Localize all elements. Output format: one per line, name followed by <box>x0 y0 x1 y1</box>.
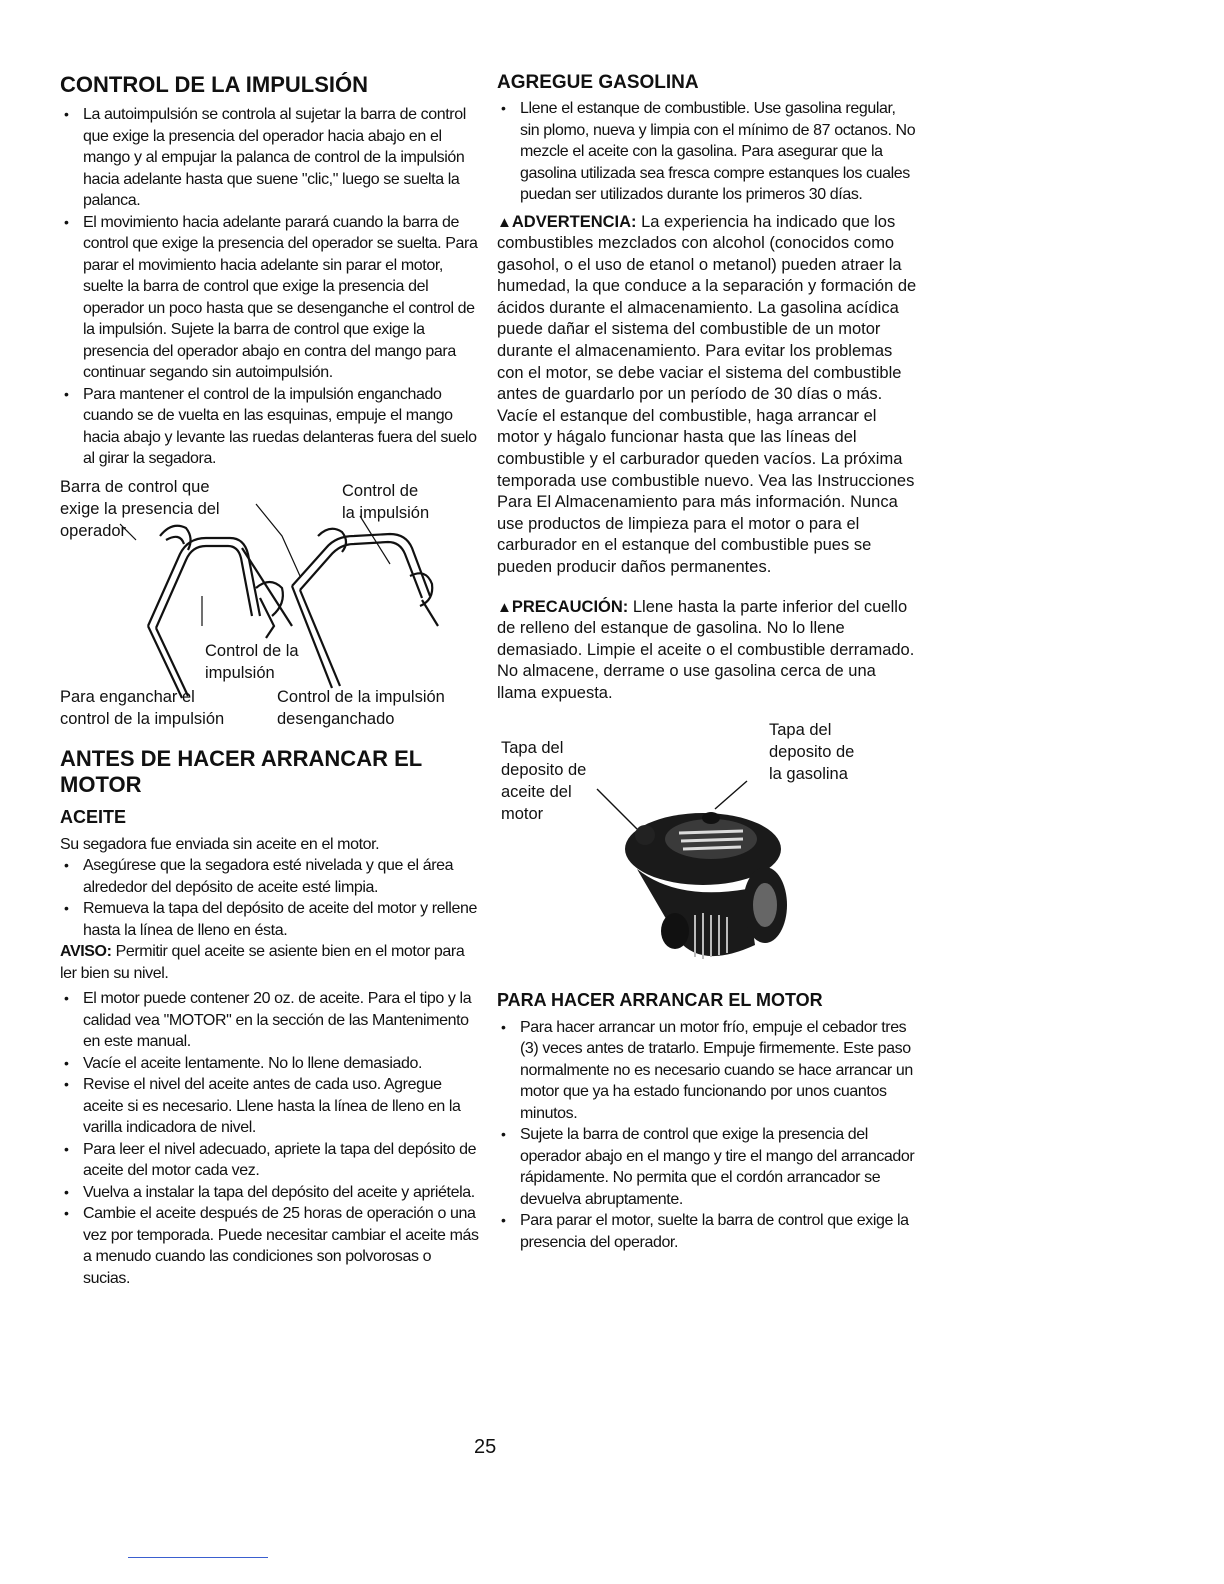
list-item: • Vacíe el aceite lentamente. No lo llene demasiado. <box>60 1053 480 1075</box>
oil-notice <box>60 941 480 984</box>
list-item: • Llene el estanque de combustible. Use gasolina regular, sin plomo, nueva y limpia con el mínimo de 87 octanos. No mezcle el aceite con la gasolina. Para asegurar que la gasolina utilizada sea fresca compre estanques los cuales puedan ser utilizados durante los primeros 30 días. <box>497 98 917 206</box>
label-oil-cap-2: deposito de <box>501 760 587 779</box>
list-item: • El movimiento hacia adelante parará cuando la barra de control que exige la presencia del operador se suelta. Para parar el movimiento hacia adelante sin parar el motor, suelte la barra de control que exige la presencia del operador un poco hasta que se desenganche el control de la impulsión. Sujete la barra de control que exige la presencia del operador abajo en contra del mango para continuar segando sin autoimpulsión. <box>60 212 480 384</box>
handle-bar-left-inner <box>156 546 252 628</box>
list-item: • Asegúrese que la segadora esté nivelada y que el área alrededor del depósito de aceite esté limpia. <box>60 855 480 898</box>
list-item: • Cambie el aceite después de 25 horas de operación o una vez por temporada. Puede necesitar cambiar el aceite más a menudo cuando las condiciones son polvorosas o sucias. <box>60 1203 480 1289</box>
caution-text: Llene hasta la parte inferior del cuello de relleno del estanque de gasolina. No lo llene demasiado. Limpie el aceite o el combustible derramado. No almacene, derrame o use gasolina cerca de una llama expuesta. <box>497 597 915 702</box>
label-oil-cap-4: motor <box>501 804 544 823</box>
engine-caps-figure <box>497 719 917 979</box>
caption-disengaged-2: desenganchado <box>277 709 395 728</box>
right-column <box>497 72 917 1253</box>
caution-label: PRECAUCIÓN: <box>511 597 629 616</box>
subsection-title-oil: ACEITE <box>60 806 127 827</box>
label-gas-cap-1: Tapa del <box>769 720 832 739</box>
warning-triangle-icon: ▲ <box>497 213 512 231</box>
label-gas-cap-3: la gasolina <box>769 764 848 783</box>
list-item: • Para mantener el control de la impulsión enganchado cuando se de vuelta en las esquinas, empuje el mango hacia abajo y levante las ruedas delanteras fuera del suelo al girar la segadora. <box>60 384 480 470</box>
section-title-start-engine: PARA HACER ARRANCAR EL MOTOR <box>497 989 823 1010</box>
oil-list-b <box>60 988 480 1289</box>
label-operator-bar-1: Barra de control que <box>60 477 210 496</box>
oil-intro: Su segadora fue enviada sin aceite en el motor. <box>60 835 380 853</box>
label-operator-bar-2: exige la presencia del <box>60 499 220 518</box>
list-item: • Para parar el motor, suelte la barra de control que exige la presencia del operador. <box>497 1210 917 1253</box>
drive-control-figure <box>60 476 480 726</box>
label-gas-cap-2: deposito de <box>769 742 855 761</box>
start-list <box>497 1017 917 1254</box>
list-item: • Remueva la tapa del depósito de aceite del motor y rellene hasta la línea de lleno en ésta. <box>60 898 480 941</box>
caution-paragraph <box>497 597 917 705</box>
label-center-drive-2: impulsión <box>205 663 275 682</box>
page-number: 25 <box>474 1436 497 1458</box>
section-title-drive-control: CONTROL DE LA IMPULSIÓN <box>60 72 368 97</box>
label-center-drive-1: Control de la <box>205 641 299 660</box>
section-title-add-gas: AGREGUE GASOLINA <box>497 72 699 93</box>
notice-label: AVISO: <box>60 943 112 960</box>
caution-triangle-icon: ▲ <box>497 598 512 616</box>
list-item: • El motor puede contener 20 oz. de aceite. Para el tipo y la calidad vea "MOTOR" en la sección de las Mantenimento en este manual. <box>60 988 480 1053</box>
list-item: • La autoimpulsión se controla al sujetar la barra de control que exige la presencia del operador hacia abajo en el mango y al empujar la palanca de control de la impulsión hacia adelante hasta que suene "clic," luego se suelta la palanca. <box>60 104 480 212</box>
list-item: • Revise el nivel del aceite antes de cada uso. Agregue aceite si es necesario. Llene hasta la línea de lleno en la varilla indicadora de nivel. <box>60 1074 480 1139</box>
notice-text: Permitir quel aceite se asiente bien en el motor para ler bien su nivel. <box>60 943 465 982</box>
label-oil-cap-1: Tapa del <box>501 738 564 757</box>
caption-engage-2: control de la impulsión <box>60 709 225 728</box>
warning-paragraph <box>497 212 917 579</box>
warning-label: ADVERTENCIA: <box>511 212 637 231</box>
warning-text: La experiencia ha indicado que los combustibles mezclados con alcohol (conocidos como gasohol, o el uso de etanol o metanol) pueden atraer la humedad, la que conduce a la separación y formación de ácidos durante el almacenamiento. La gasolina acídica puede dañar el sistema del combustible de un motor durante el almacenamiento. Para evitar los problemas con el motor, se debe vaciar el sistema del combustible antes de guardarlo por un período de 30 días o más. Vacíe el estanque del combustible, haga arrancar el motor y hágalo funcionar hasta que las líneas del combustible y el carburador queden vacíos. La próxima temporada use combustible nuevo. Vea las Instrucciones Para El Almacenamiento para más información. Nunca use productos de limpieza para el motor o para el carburador en el estanque del combustible pues se pueden producir daños permanentes. <box>497 212 917 576</box>
footer-rule <box>128 1557 268 1558</box>
warning-block <box>497 212 917 579</box>
list-item: • Vuelva a instalar la tapa del depósito del aceite y apriétela. <box>60 1182 480 1204</box>
drive-control-list <box>60 104 480 470</box>
label-drive-control-1: Control de <box>342 481 419 500</box>
list-item: • Sujete la barra de control que exige la presencia del operador abajo en el mango y tire el mango del arrancador rápidamente. No permita que el cordón arrancador se devuelva abruptamente. <box>497 1124 917 1210</box>
list-item: • Para leer el nivel adecuado, apriete la tapa del depósito de aceite del motor cada vez. <box>60 1139 480 1182</box>
left-column <box>60 72 480 1289</box>
section-title-before-start: ANTES DE HACER ARRANCAR EL MOTOR <box>60 745 422 797</box>
oil-list-a <box>60 855 480 941</box>
gas-list <box>497 98 917 206</box>
label-oil-cap-3: aceite del <box>501 782 572 801</box>
caution-block <box>497 597 917 705</box>
label-operator-bar-3: operador <box>60 521 127 540</box>
list-item: • Para hacer arrancar un motor frío, empuje el cebador tres (3) veces antes de tratarlo. Empuje firmemente. Este paso normalmente no es necesario cuando se hace arrancar un motor que ya ha estado funcionando por unos cuantos minutos. <box>497 1017 917 1125</box>
label-drive-control-2: la impulsión <box>342 503 430 522</box>
caption-disengaged-1: Control de la impulsión <box>277 687 445 706</box>
caption-engage-1: Para enganchar el <box>60 687 195 706</box>
